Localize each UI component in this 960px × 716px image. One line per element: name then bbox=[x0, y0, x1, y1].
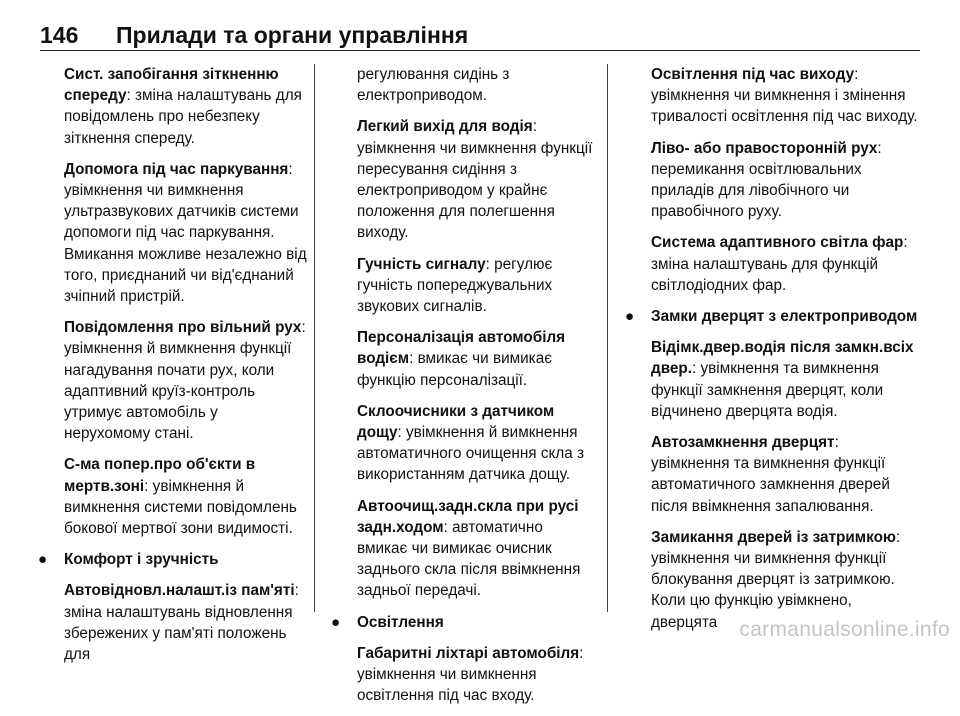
bullet-icon: ● bbox=[38, 551, 48, 569]
setting-desc: : перемикання освітлювальних приладів для лівобічного чи правобічного руху. bbox=[651, 139, 882, 221]
paragraph bbox=[64, 64, 308, 149]
paragraph bbox=[651, 64, 921, 128]
setting-desc: : увімкнення чи вимкнення і змінення тривалості освітлення під час виходу. bbox=[651, 66, 918, 126]
setting-desc: : увімкнення чи вимкнення функції блокування дверцят із затримкою. Коли цю функцію увімкнено, дверцята bbox=[651, 528, 901, 631]
setting-name: Допомога під час паркування bbox=[64, 160, 289, 178]
setting-desc: : увімкнення й вимкнення системи повідомлень бокової мертвої зони видимості. bbox=[64, 477, 297, 538]
setting-name: Сист. запобігання зіткненню спереду bbox=[64, 66, 279, 105]
setting-desc: : увімкнення й вимкнення функції нагадування почати рух, коли адаптивний круїз-контроль утримує автомобіль у нерухомому стані. bbox=[64, 319, 306, 443]
setting-desc: регулювання сидінь з електроприводом. bbox=[357, 66, 510, 105]
setting-desc: : увімкнення чи вимкнення освітлення під час входу. bbox=[357, 644, 584, 705]
paragraph bbox=[651, 432, 921, 517]
bullet-item bbox=[331, 612, 597, 633]
paragraph bbox=[651, 337, 921, 422]
setting-name: Система адаптивного світла фар bbox=[651, 234, 904, 252]
paragraph bbox=[357, 327, 597, 391]
setting-name: Автоочищ.задн.скла при русі задн.ходом bbox=[357, 497, 579, 536]
column-divider bbox=[314, 64, 315, 612]
setting-name: Персоналізація автомобіля водієм bbox=[357, 329, 566, 368]
watermark: carmanualsonline.info bbox=[739, 618, 950, 641]
setting-desc: : зміна налаштувань відновлення збережених у пам'яті положень для bbox=[64, 582, 299, 664]
setting-name: Відімк.двер.водія після замкн.всіх двер. bbox=[651, 339, 914, 378]
paragraph bbox=[357, 496, 597, 602]
paragraph bbox=[651, 232, 921, 296]
paragraph bbox=[357, 643, 597, 707]
paragraph bbox=[64, 580, 308, 665]
setting-name: Замикання дверей із затримкою bbox=[651, 528, 896, 546]
paragraph bbox=[64, 317, 308, 444]
setting-name: Легкий вихід для водія bbox=[357, 118, 533, 136]
column-divider bbox=[607, 64, 608, 612]
setting-desc: : автоматично вмикає чи вимикає очисник заднього скла після ввімкнення задньої передачі. bbox=[357, 518, 581, 600]
paragraph bbox=[357, 116, 597, 243]
paragraph bbox=[64, 159, 308, 307]
section-heading: Комфорт і зручність bbox=[64, 551, 219, 569]
setting-name: Автовідновл.налашт.із пам'яті bbox=[64, 582, 295, 600]
column-2 bbox=[331, 64, 597, 716]
setting-name: Склоочисники з датчиком дощу bbox=[357, 402, 555, 442]
bullet-item bbox=[625, 306, 921, 327]
paragraph bbox=[357, 401, 597, 486]
setting-desc: : увімкнення й вимкнення автоматичного очищення скла з використанням датчика дощу. bbox=[357, 424, 585, 484]
page-number: 146 bbox=[40, 22, 79, 48]
setting-desc: : вмикає чи вимикає функцію персоналізації. bbox=[357, 350, 553, 389]
column-3 bbox=[625, 64, 921, 633]
setting-desc: : увімкнення та вимкнення функції замкнення дверцят, коли відчинено дверцята водія. bbox=[651, 360, 884, 420]
paragraph bbox=[357, 254, 597, 318]
paragraph bbox=[357, 64, 597, 106]
bullet-icon: ● bbox=[331, 613, 341, 631]
header-rule bbox=[40, 50, 920, 51]
setting-name: Автозамкнення дверцят bbox=[651, 434, 835, 452]
section-heading: Замки дверцят з електроприводом bbox=[651, 308, 918, 326]
setting-name: Гучність сигналу bbox=[357, 255, 486, 273]
paragraph bbox=[64, 454, 308, 539]
paragraph bbox=[651, 138, 921, 223]
bullet-item bbox=[38, 549, 308, 570]
bullet-icon: ● bbox=[625, 308, 635, 326]
setting-name: Повідомлення про вільний рух bbox=[64, 319, 302, 337]
setting-desc: : зміна налаштувань для повідомлень про небезпеку зіткнення спереду. bbox=[64, 87, 302, 147]
setting-desc: : увімкнення та вимкнення функції автоматичного замкнення дверей після ввімкнення запалювання. bbox=[651, 434, 890, 515]
setting-desc: : увімкнення чи вимкнення ультразвукових датчиків системи допомоги під час паркування. Вмикання можливе незалежно від того, приєднаний чи від'єднаний зчіпний пристрій. bbox=[64, 160, 307, 306]
setting-desc: : регулює гучність попереджувальних звукових сигналів. bbox=[357, 255, 553, 316]
setting-name: Освітлення під час виходу bbox=[651, 66, 855, 83]
page-title: Прилади та органи управління bbox=[116, 22, 469, 48]
setting-desc: : увімкнення чи вимкнення функції пересування сидіння з електроприводом у крайнє положення для полегшення виходу. bbox=[357, 118, 593, 242]
setting-name: Ліво- або правосторонній рух bbox=[651, 139, 878, 157]
setting-desc: : зміна налаштувань для функцій світлодіодних фар. bbox=[651, 234, 908, 294]
setting-name: Габаритні ліхтарі автомобіля bbox=[357, 644, 580, 662]
paragraph bbox=[651, 527, 921, 633]
setting-name: С-ма попер.про об'єкти в мертв.зоні bbox=[64, 456, 256, 495]
page-header bbox=[40, 22, 920, 52]
section-heading: Освітлення bbox=[357, 613, 444, 631]
column-1 bbox=[38, 64, 308, 675]
